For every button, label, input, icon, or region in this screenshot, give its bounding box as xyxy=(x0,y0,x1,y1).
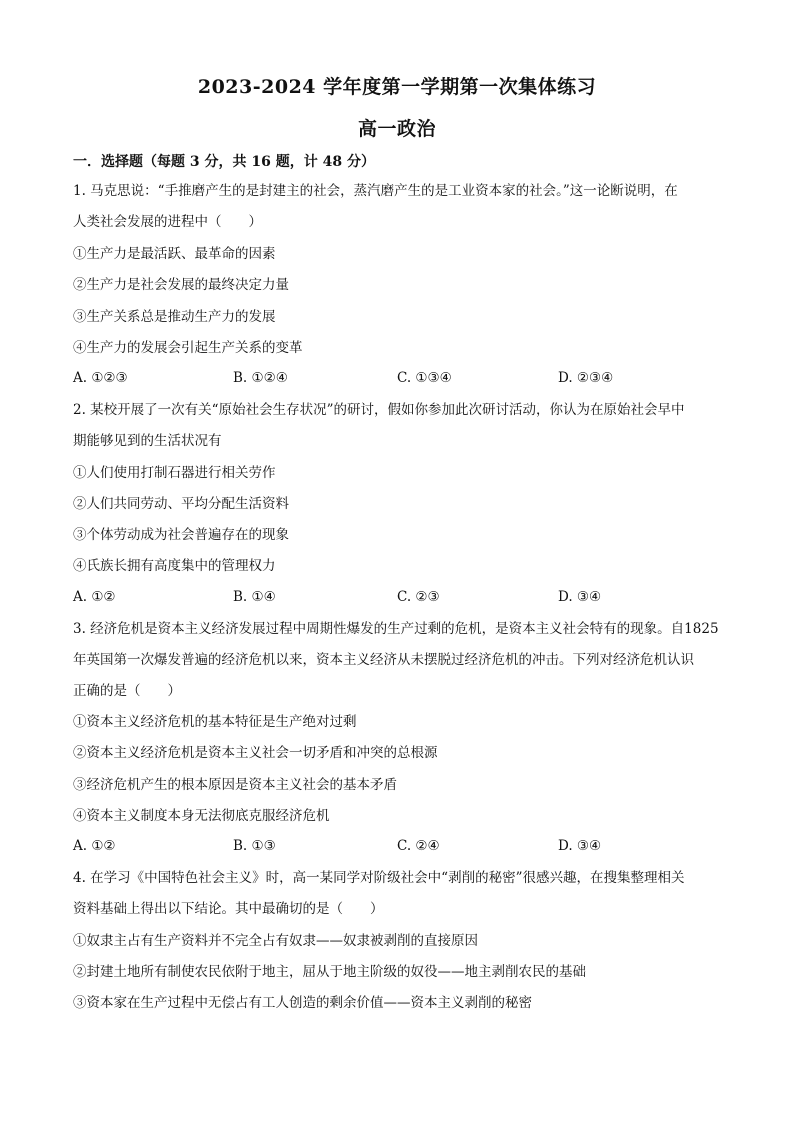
document-subtitle: 高一政治 xyxy=(357,118,436,140)
question-3-option-d: D. ③④ xyxy=(558,838,602,854)
question-2-option-b: B. ①④ xyxy=(233,589,276,605)
question-2-stem-line: 2. 某校开展了一次有关“原始社会生存状况”的研讨，假如你参加此次研讨活动，你认为在原始社会早中 xyxy=(73,402,685,418)
question-2-statement: ①人们使用打制石器进行相关劳作 xyxy=(73,465,276,481)
question-4-stem-line: 资料基础上得出以下结论。其中最确切的是（ ） xyxy=(73,901,384,917)
question-1-option-c: C. ①③④ xyxy=(397,370,452,386)
question-2-statement: ③个体劳动成为社会普遍存在的现象 xyxy=(73,527,289,543)
question-3-option-b: B. ①③ xyxy=(233,838,276,854)
question-1-statement: ①生产力是最活跃、最革命的因素 xyxy=(73,246,276,262)
question-1-statement: ②生产力是社会发展的最终决定力量 xyxy=(73,277,289,293)
document-title: 2023-2024 学年度第一学期第一次集体练习 xyxy=(197,76,597,98)
question-3-stem-line: 3. 经济危机是资本主义经济发展过程中周期性爆发的生产过剩的危机，是资本主义社会特有的现象。自1825 xyxy=(73,621,719,637)
question-3-stem-line: 正确的是（ ） xyxy=(73,683,181,699)
question-2-option-c: C. ②③ xyxy=(397,589,440,605)
question-4-stem-line: 4. 在学习《中国特色社会主义》时，高一某同学对阶级社会中“剥削的秘密”很感兴趣，在搜集整理相关 xyxy=(73,870,685,886)
question-2-option-a: A. ①② xyxy=(73,589,116,605)
question-2-option-d: D. ③④ xyxy=(558,589,602,605)
question-3-stem-line: 年英国第一次爆发普遍的经济危机以来，资本主义经济从未摆脱过经济危机的冲击。下列对经济危机认识 xyxy=(73,652,694,668)
question-1-option-d: D. ②③④ xyxy=(558,370,614,386)
section-heading: 一．选择题（每题 3 分，共 16 题，计 48 分） xyxy=(73,154,375,170)
question-4-statement: ②封建土地所有制使农民依附于地主，屈从于地主阶级的奴役——地主剥削农民的基础 xyxy=(73,964,586,980)
question-3-option-c: C. ②④ xyxy=(397,838,440,854)
question-1-stem-line: 人类社会发展的进程中（ ） xyxy=(73,214,262,230)
question-1-option-b: B. ①②④ xyxy=(233,370,288,386)
question-3-statement: ④资本主义制度本身无法彻底克服经济危机 xyxy=(73,808,330,824)
question-1-statement: ④生产力的发展会引起生产关系的变革 xyxy=(73,340,303,356)
question-3-option-a: A. ①② xyxy=(73,838,116,854)
question-2-statement: ②人们共同劳动、平均分配生活资料 xyxy=(73,496,289,512)
question-1-option-a: A. ①②③ xyxy=(73,370,128,386)
question-1-stem-line: 1. 马克思说：“手推磨产生的是封建主的社会，蒸汽磨产生的是工业资本家的社会。”这一论断说明，在 xyxy=(73,183,678,199)
question-4-statement: ①奴隶主占有生产资料并不完全占有奴隶——奴隶被剥削的直接原因 xyxy=(73,933,478,949)
question-4-statement: ③资本家在生产过程中无偿占有工人创造的剩余价值——资本主义剥削的秘密 xyxy=(73,995,532,1011)
question-2-stem-line: 期能够见到的生活状况有 xyxy=(73,433,222,449)
question-3-statement: ③经济危机产生的根本原因是资本主义社会的基本矛盾 xyxy=(73,777,397,793)
question-1-statement: ③生产关系总是推动生产力的发展 xyxy=(73,309,276,325)
question-3-statement: ②资本主义经济危机是资本主义社会一切矛盾和冲突的总根源 xyxy=(73,745,438,761)
question-3-statement: ①资本主义经济危机的基本特征是生产绝对过剩 xyxy=(73,714,357,730)
question-2-statement: ④氏族长拥有高度集中的管理权力 xyxy=(73,558,276,574)
